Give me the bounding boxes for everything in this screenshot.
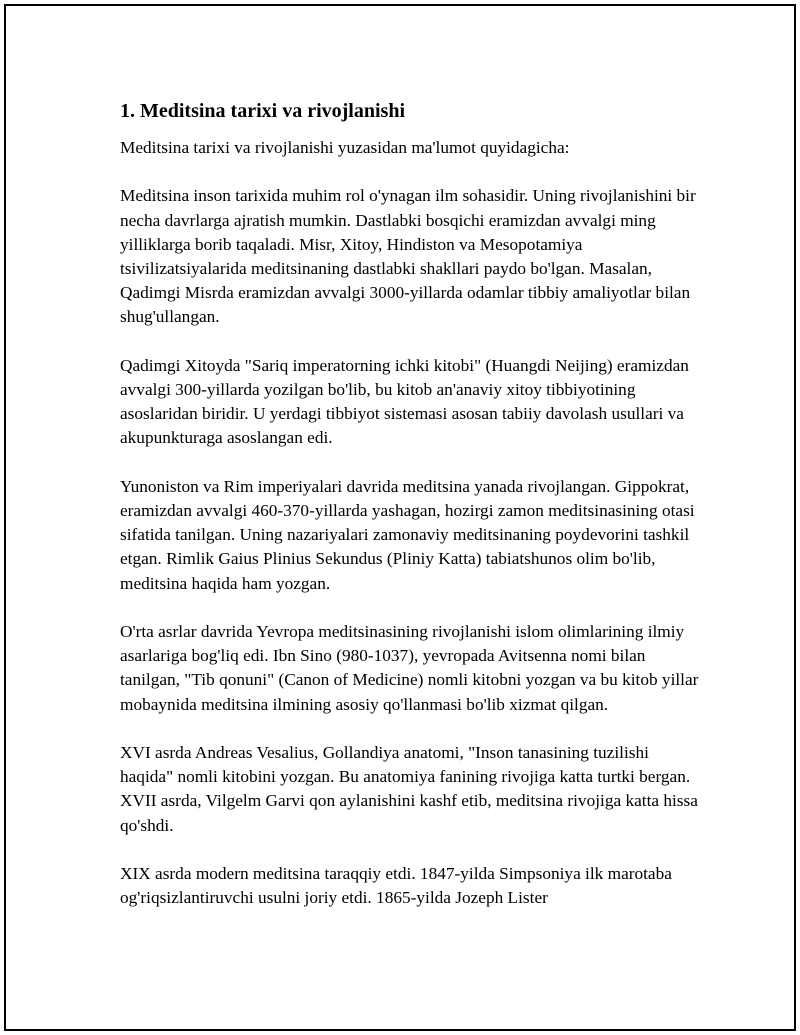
intro-paragraph: Meditsina tarixi va rivojlanishi yuzasidan ma'lumot quyidagicha: bbox=[120, 138, 570, 157]
page-frame bbox=[4, 4, 796, 1031]
paragraph-greece-rome: Yunoniston va Rim imperiyalari davrida meditsina yanada rivojlangan. Gippokrat, eramizdan avvalgi 460-370-yillarda yashagan, hozirgi zamon meditsinasining otasi sifatida tanilgan. Uning nazariyalari zamonaviy meditsinaning poydevorini tashkil etgan. Rimlik Gaius Plinius Sekundus (Pliniy Katta) tabiatshunos olim bo'lib, meditsina haqida ham yozgan. bbox=[120, 476, 695, 593]
paragraph-16-17-century: XVI asrda Andreas Vesalius, Gollandiya anatomi, "Inson tanasining tuzilishi haqida" nomli kitobini yozgan. Bu anatomiya fanining rivojiga katta turtki bergan. XVII asrda, Vilgelm Garvi qon aylanishini kashf etib, meditsina rivojiga katta hissa qo'shdi. bbox=[120, 743, 698, 835]
section-heading: 1. Meditsina tarixi va rivojlanishi bbox=[120, 100, 405, 122]
paragraph-ancient-china: Qadimgi Xitoyda "Sariq imperatorning ichki kitobi" (Huangdi Neijing) eramizdan avvalgi 300-yillarda yozilgan bo'lib, bu kitob an'anaviy xitoy tibbiyotining asoslaridan biridir. U yerdagi tibbiyot sistemasi asosan tabiiy davolash usullari va akupunkturaga asoslangan edi. bbox=[120, 355, 689, 448]
paragraph-19-century: XIX asrda modern meditsina taraqqiy etdi. 1847-yilda Simpsoniya ilk marotaba og'riqsizlantiruvchi usulni joriy etdi. 1865-yilda Jozeph Lister bbox=[120, 864, 672, 908]
paragraph-ancient-origins: Meditsina inson tarixida muhim rol o'ynagan ilm sohasidir. Uning rivojlanishini bir necha davrlarga ajratish mumkin. Dastlabki bosqichi eramizdan avvalgi ming yilliklarga borib taqaladi. Misr, Xitoy, Hindiston va Mesopotamiya tsivilizatsiyalarida meditsinaning dastlabki shakllari paydo bo'lgan. Masalan, Qadimgi Misrda eramizdan avvalgi 3000-yillarda odamlar tibbiy amaliyotlar bilan shug'ullangan. bbox=[120, 186, 696, 327]
paragraph-middle-ages: O'rta asrlar davrida Yevropa meditsinasining rivojlanishi islom olimlarining ilmiy asarlariga bog'liq edi. Ibn Sino (980-1037), yevropada Avitsenna nomi bilan tanilgan, "Tib qonuni" (Canon of Medicine) nomli kitobni yozgan va bu kitob yillar mobaynida meditsina ilmining asosiy qo'llanmasi bo'lib xizmat qilgan. bbox=[120, 622, 699, 714]
document-body bbox=[120, 96, 700, 910]
